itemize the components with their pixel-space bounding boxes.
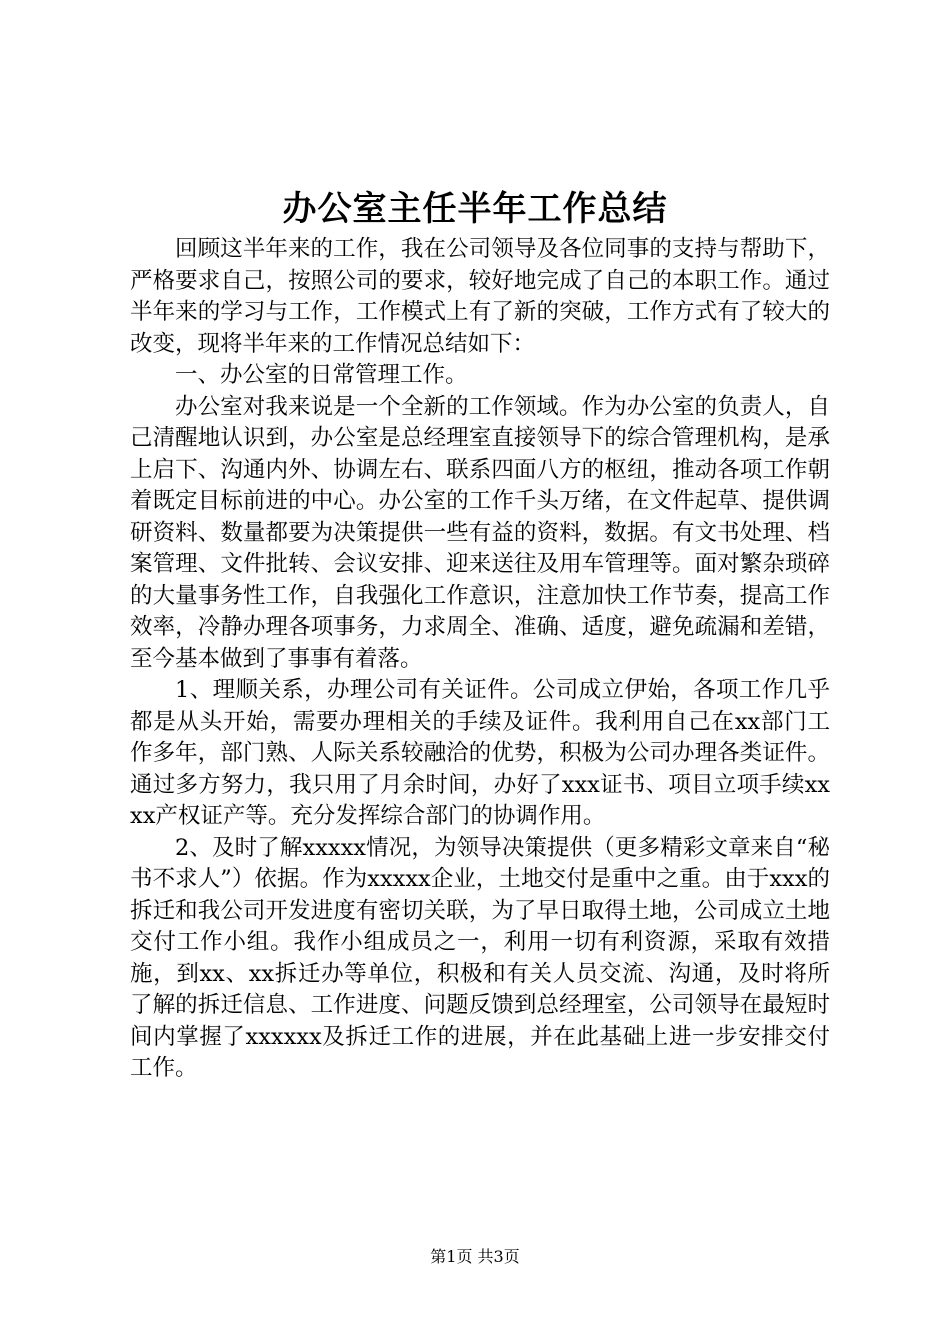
paragraph-item-1: 1、理顺关系，办理公司有关证件。公司成立伊始，各项工作几乎都是从头开始，需要办理相关的手续及证件。我利用自己在xx部门工作多年，部门熟、人际关系较融洽的优势，积极为公司办理各类证件。通过多方努力，我只用了月余时间，办好了xxx证书、项目立项手续xxxx产权证产等。充分发挥综合部门的协调作用。 [130,677,830,829]
section-heading-1: 一、办公室的日常管理工作。 [175,362,468,388]
paragraph-intro: 回顾这半年来的工作，我在公司领导及各位同事的支持与帮助下，严格要求自己，按照公司的要求，较好地完成了自己的本职工作。通过半年来的学习与工作，工作模式上有了新的突破，工作方式有了较大的改变，现将半年来的工作情况总结如下： [130,236,830,357]
paragraph-item-2: 2、及时了解xxxxx情况，为领导决策提供（更多精彩文章来自“秘书不求人”）依据。作为xxxxx企业，土地交付是重中之重。由于xxx的拆迁和我公司开发进度有密切关联，为了早日取得土地，公司成立土地交付工作小组。我作小组成员之一，利用一切有利资源，采取有效措施，到xx、xx拆迁办等单位，积极和有关人员交流、沟通，及时将所了解的拆迁信息、工作进度、问题反馈到总经理室，公司领导在最短时间内掌握了xxxxxx及拆迁工作的进展，并在此基础上进一步安排交付工作。 [130,834,830,1081]
page-footer: 第1页 共3页 [430,1247,520,1266]
paragraph-office-overview: 办公室对我来说是一个全新的工作领域。作为办公室的负责人，自己清醒地认识到，办公室是总经理室直接领导下的综合管理机构，是承上启下、沟通内外、协调左右、联系四面八方的枢纽，推动各项工作朝着既定目标前进的中心。办公室的工作千头万绪，在文件起草、提供调研资料、数量都要为决策提供一些有益的资料，数据。有文书处理、档案管理、文件批转、会议安排、迎来送往及用车管理等。面对繁杂琐碎的大量事务性工作，自我强化工作意识，注意加快工作节奏，提高工作效率，冷静办理各项事务，力求周全、准确、适度，避免疏漏和差错，至今基本做到了事事有着落。 [130,393,830,672]
document-title: 办公室主任半年工作总结 [282,189,668,229]
document-body [130,234,830,1085]
